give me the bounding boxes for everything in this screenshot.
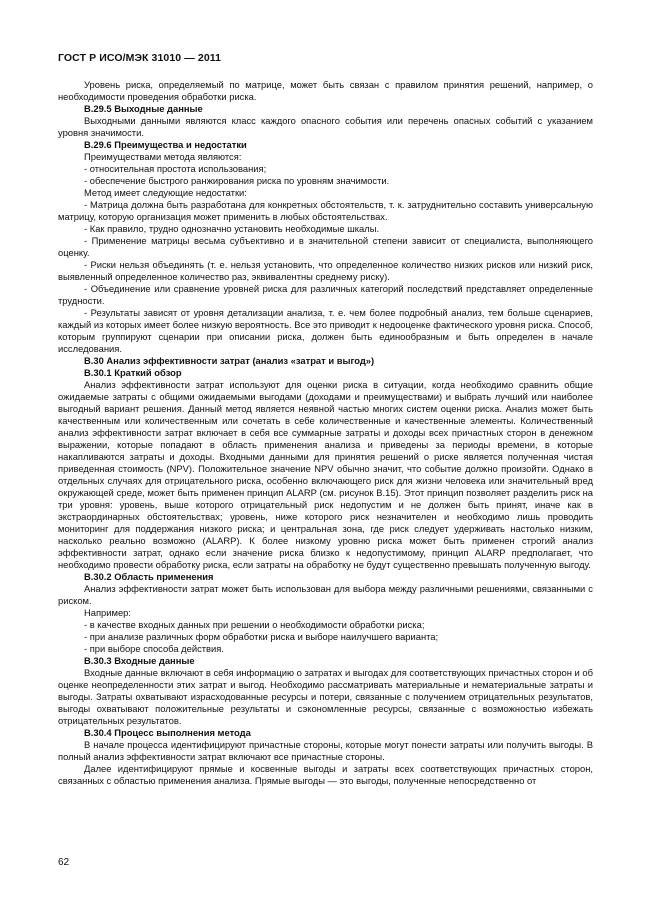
section-heading: B.29.5 Выходные данные <box>84 103 203 114</box>
paragraph: Анализ эффективности затрат может быть использован для выбора между различными решениями, связанными с риском. <box>58 583 593 606</box>
paragraph: - Результаты зависят от уровня детализации анализа, т. е. чем более подробный анализ, тем больше сценариев, каждый из которых имеет более низкую вероятность. Все это приводит к недооценке фактического уровня риска. Способ, которым группируют сценарии при описании риска, должен быть единообразным и быть определен в начале исследования. <box>58 307 593 354</box>
paragraph: - Матрица должна быть разработана для конкретных обстоятельств, т. к. затруднительно составить универсальную матрицу, которую организация может применить в любых обстоятельствах. <box>58 199 593 222</box>
section-heading: B.30 Анализ эффективности затрат (анализ «затрат и выгод») <box>84 355 375 366</box>
paragraph: - относительная простота использования; <box>84 163 267 174</box>
paragraph: Преимуществами метода являются: <box>84 151 242 162</box>
paragraph: - при выборе способа действия. <box>84 643 224 654</box>
paragraph: - Как правило, трудно однозначно установить необходимые шкалы. <box>84 223 380 234</box>
section-heading: B.30.3 Входные данные <box>84 655 195 666</box>
paragraph: - при анализе различных форм обработки риска и выборе наилучшего варианта; <box>84 631 439 642</box>
paragraph: Далее идентифицируют прямые и косвенные выгоды и затраты всех соответствующих причастных сторон, связанных с областью применения анализа. Прямые выгоды — это выгоды, полученные непосредственно от <box>58 763 593 786</box>
paragraph: - Объединение или сравнение уровней риска для различных категорий последствий представляет определенные трудности. <box>58 283 593 306</box>
paragraph: - Риски нельзя объединять (т. е. нельзя установить, что определенное количество низких рисков или низкий риск, выявленный определенное количество раз, эквивалентны среднему риску). <box>58 259 593 282</box>
paragraph: Анализ эффективности затрат используют для оценки риска в ситуации, когда необходимо сравнить общие ожидаемые затраты с общими ожидаемыми выгодами (доходами и преимуществами) и выбрать лучший или наиболее выгодный вариант решения. Данный метод является неявной частью многих систем оценки риска. Анализ может быть качественным или количественным или сочетать в себе количественные и качественные элементы. Количественный анализ эффективности затрат включает в себя все суммарные затраты и доходы всех причастных сторон в денежном выражении, которые попадают в область применения анализа и приведены за периоды времени, в которые накапливаются затраты и доходы. Входными данными для принятия решений о риске является полученная чистая приведенная стоимость (NPV). Положительное значение NPV обычно значит, что событие должно произойти. Однако в отдельных случаях для отрицательного риска, особенно включающего риск для жизни человека или значительный вред окружающей среде, может быть применен принцип ALARP (см. рисунок B.15). Этот принцип позволяет разделить риск на три уровня: уровень, выше которого отрицательный риск недопустим и не должен быть принят, иначе как в экстраординарных обстоятельствах; уровень, ниже которого риск незначителен и необходимо лишь проводить мониторинг для поддержания низкого риска; и центральная зона, где риск следует удерживать настолько низким, насколько реально возможно (ALARP). К более низкому уровню риска может быть применен строгий анализ эффективности затрат, однако если значение риска близко к недопустимому, принцип ALARP предполагает, что необходимо провести обработку риска, если затраты на обработку не будут существенно превышать полученную выгоду. <box>58 379 593 570</box>
section-heading: B.30.4 Процесс выполнения метода <box>84 727 251 738</box>
paragraph: - в качестве входных данных при решении о необходимости обработки риска; <box>84 619 425 630</box>
section-heading: B.29.6 Преимущества и недостатки <box>84 139 247 150</box>
paragraph: - обеспечение быстрого ранжирования риска по уровням значимости. <box>84 175 390 186</box>
paragraph: Выходными данными являются класс каждого опасного события или перечень опасных событий с указанием уровня значимости. <box>58 115 593 138</box>
paragraph: Уровень риска, определяемый по матрице, может быть связан с правилом принятия решений, например, о необходимости проведения обработки риска. <box>58 79 593 102</box>
paragraph: Например: <box>84 607 131 618</box>
standard-header: ГОСТ Р ИСО/МЭК 31010 — 2011 <box>58 52 222 64</box>
section-heading: B.30.2 Область применения <box>84 571 214 582</box>
paragraph: - Применение матрицы весьма субъективно и в значительной степени зависит от специалиста, выполняющего оценку. <box>58 235 593 258</box>
paragraph: Входные данные включают в себя информацию о затратах и выгодах для соответствующих причастных сторон и об оценке неопределенности этих затрат и выгод. Необходимо рассматривать материальные и нематериальные затраты и выгоды. Затраты охватывают израсходованные ресурсы и потери, связанные с получением отрицательных результатов, выгоды охватывают положительные результаты и сэкономленные ресурсы, связанные с возможностью избежать отрицательных результатов. <box>58 667 593 726</box>
document-body <box>58 79 593 787</box>
paragraph: Метод имеет следующие недостатки: <box>84 187 247 198</box>
section-heading: B.30.1 Краткий обзор <box>84 367 182 378</box>
paragraph: В начале процесса идентифицируют причастные стороны, которые могут понести затраты или получить выгоды. В полный анализ эффективности затрат включают все причастные стороны. <box>58 739 593 762</box>
page-number: 62 <box>58 857 70 868</box>
